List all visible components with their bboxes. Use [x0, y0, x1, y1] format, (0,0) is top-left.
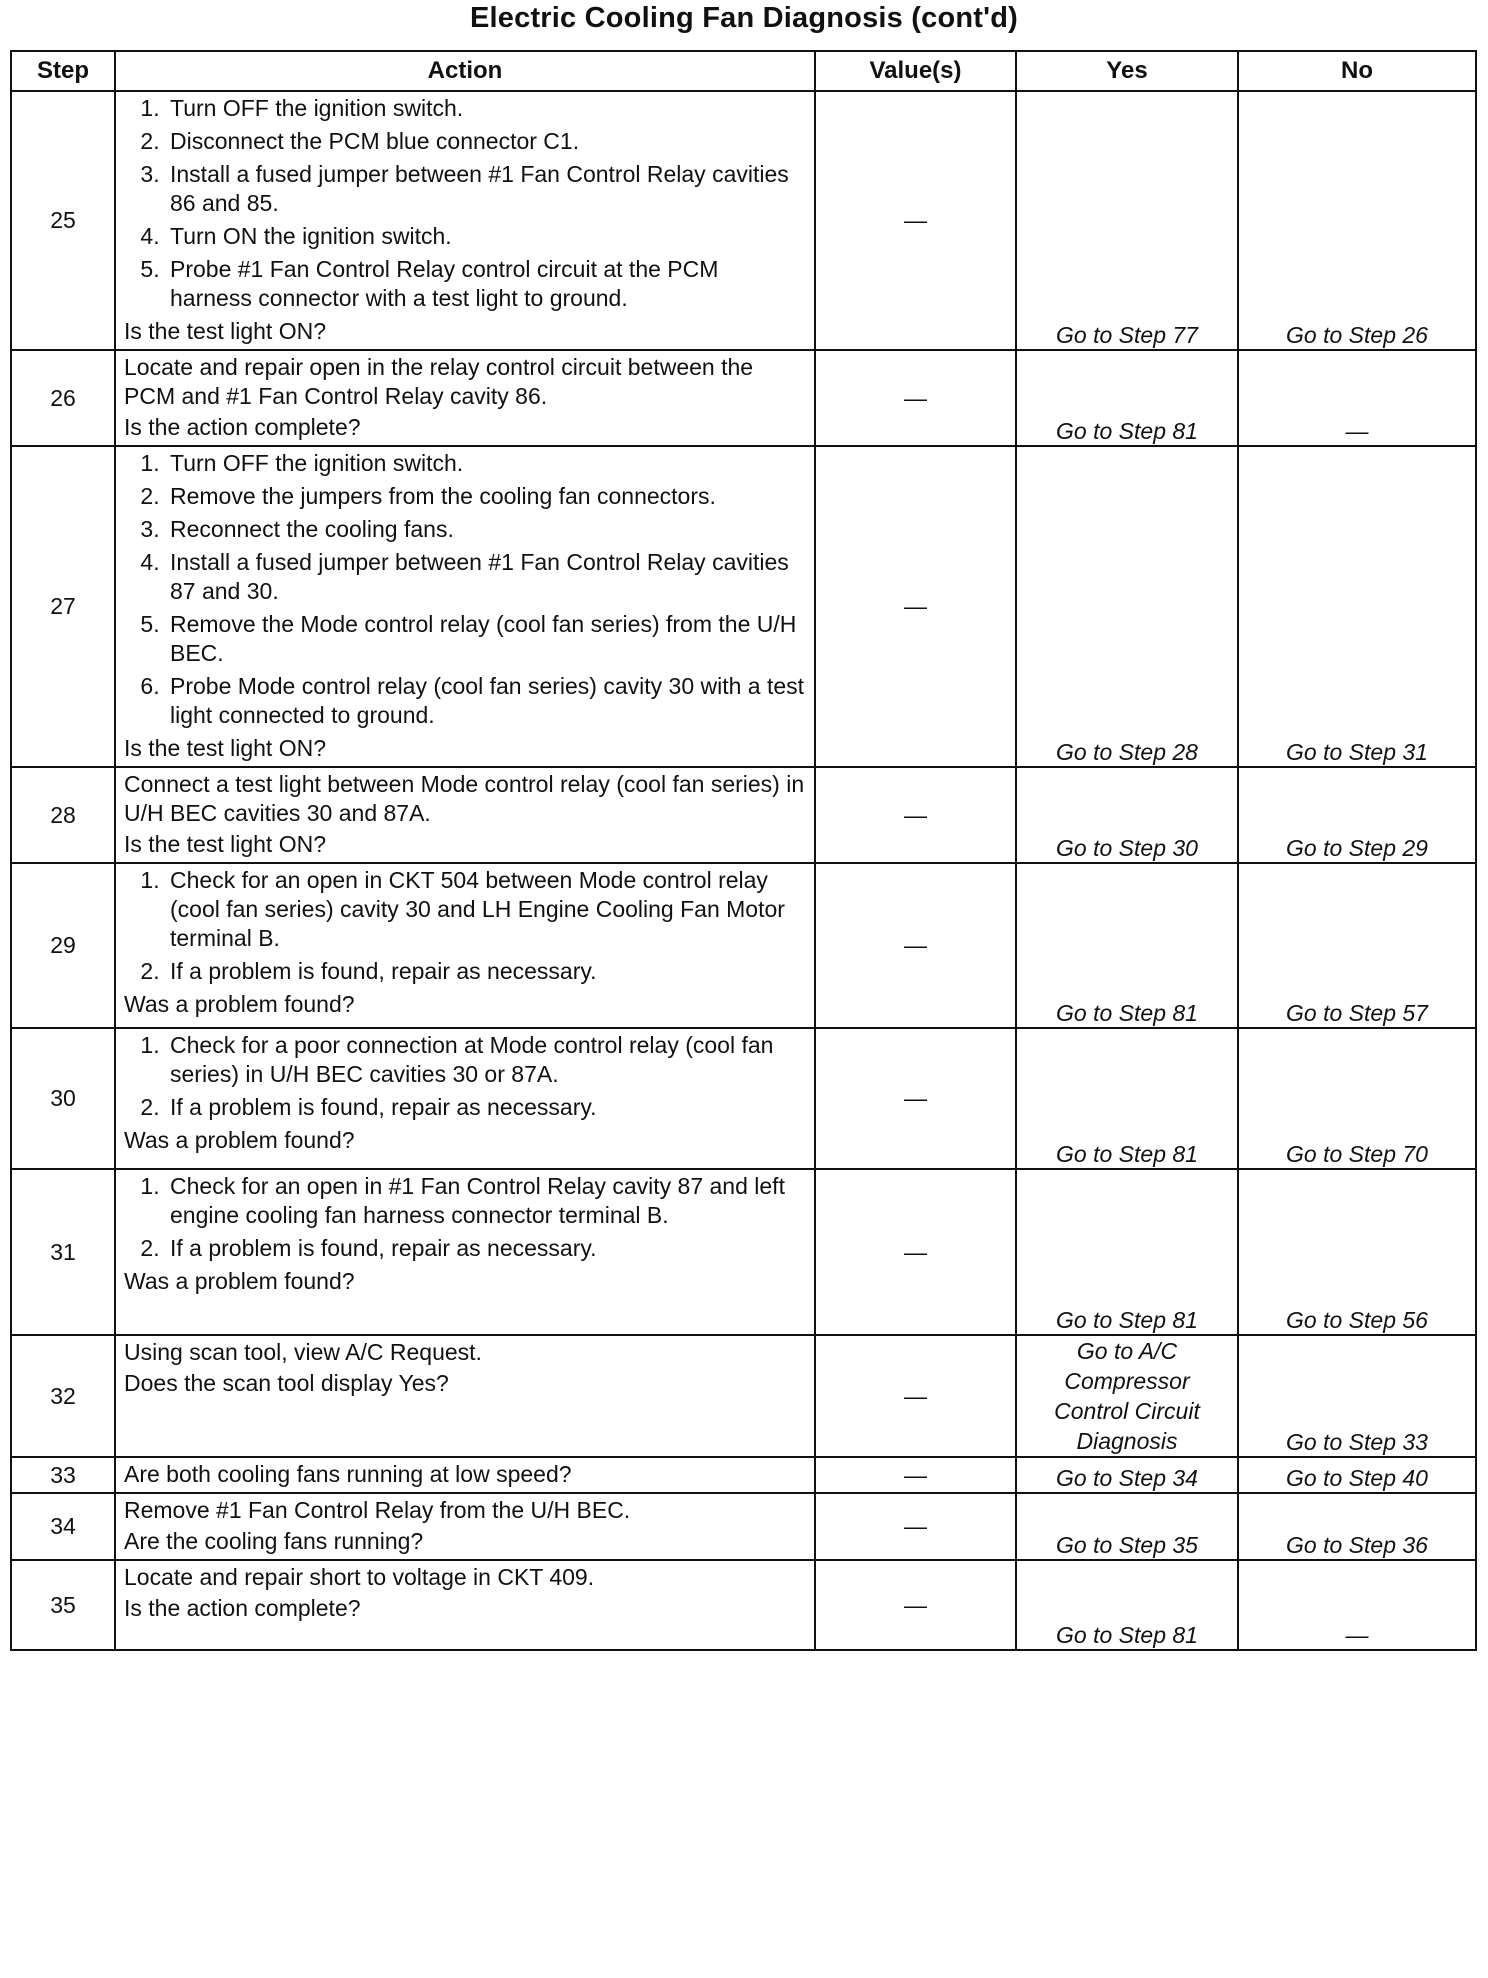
action-step: 4. Turn ON the ignition switch. — [166, 222, 806, 251]
action-text: Remove #1 Fan Control Relay from the U/H BEC. — [124, 1497, 631, 1523]
table-row — [11, 1335, 1476, 1457]
action-question: Does the scan tool display Yes? — [124, 1370, 449, 1396]
action-steps-list — [124, 449, 806, 730]
value-cell: — — [815, 91, 1016, 350]
no-result: — — [1238, 350, 1476, 446]
action-cell — [115, 446, 815, 767]
action-step: 4. Install a fused jumper between #1 Fan Control Relay cavities 87 and 30. — [166, 548, 806, 606]
table-row — [11, 1169, 1476, 1335]
no-result: Go to Step 31 — [1238, 446, 1476, 767]
action-step: 2. If a problem is found, repair as necessary. — [166, 1234, 806, 1263]
table-body — [11, 91, 1476, 1650]
table-row — [11, 1493, 1476, 1560]
value-cell: — — [815, 446, 1016, 767]
header-no: No — [1238, 51, 1476, 91]
table-row — [11, 1457, 1476, 1493]
action-step: 6. Probe Mode control relay (cool fan series) cavity 30 with a test light connected to ground. — [166, 672, 806, 730]
yes-result: Go to Step 28 — [1016, 446, 1238, 767]
table-row — [11, 767, 1476, 863]
action-cell — [115, 1493, 815, 1560]
action-question: Was a problem found? — [124, 1268, 355, 1294]
no-result: Go to Step 40 — [1238, 1457, 1476, 1493]
action-cell — [115, 1028, 815, 1169]
value-cell: — — [815, 863, 1016, 1028]
table-row — [11, 350, 1476, 446]
no-result: Go to Step 56 — [1238, 1169, 1476, 1335]
step-number: 27 — [11, 446, 115, 767]
page-title: Electric Cooling Fan Diagnosis (cont'd) — [469, 2, 1018, 34]
no-result: Go to Step 57 — [1238, 863, 1476, 1028]
action-question: Is the test light ON? — [124, 735, 326, 761]
step-number: 28 — [11, 767, 115, 863]
action-cell — [115, 1560, 815, 1650]
action-step: 3. Reconnect the cooling fans. — [166, 515, 806, 544]
action-text: Locate and repair open in the relay control circuit between the PCM and #1 Fan Control Relay cavity 86. — [124, 354, 754, 409]
step-number: 33 — [11, 1457, 115, 1493]
action-text: Using scan tool, view A/C Request. — [124, 1339, 482, 1365]
action-steps-list — [124, 1172, 806, 1263]
action-step: 1. Check for a poor connection at Mode control relay (cool fan series) in U/H BEC cavities 30 or 87A. — [166, 1031, 806, 1089]
yes-result: Go to Step 81 — [1016, 350, 1238, 446]
action-steps-list — [124, 94, 806, 313]
action-cell — [115, 350, 815, 446]
action-question: Is the test light ON? — [124, 831, 326, 857]
action-text: Connect a test light between Mode control relay (cool fan series) in U/H BEC cavities 30 and 87A. — [124, 771, 805, 826]
action-cell — [115, 1335, 815, 1457]
action-question: Was a problem found? — [124, 1127, 355, 1153]
action-step: 2. Remove the jumpers from the cooling fan connectors. — [166, 482, 806, 511]
yes-result: Go to Step 30 — [1016, 767, 1238, 863]
table-row — [11, 863, 1476, 1028]
action-cell — [115, 1169, 815, 1335]
step-number: 30 — [11, 1028, 115, 1169]
no-result: Go to Step 29 — [1238, 767, 1476, 863]
action-steps-list — [124, 1031, 806, 1122]
value-cell: — — [815, 1169, 1016, 1335]
no-result: — — [1238, 1560, 1476, 1650]
action-step: 3. Install a fused jumper between #1 Fan Control Relay cavities 86 and 85. — [166, 160, 806, 218]
action-step: 5. Remove the Mode control relay (cool fan series) from the U/H BEC. — [166, 610, 806, 668]
diagnosis-table — [10, 50, 1477, 1651]
header-step: Step — [11, 51, 115, 91]
value-cell: — — [815, 1560, 1016, 1650]
action-step: 1. Turn OFF the ignition switch. — [166, 94, 806, 123]
action-cell — [115, 863, 815, 1028]
yes-result: Go to Step 81 — [1016, 1169, 1238, 1335]
step-number: 26 — [11, 350, 115, 446]
yes-result: Go to Step 81 — [1016, 1028, 1238, 1169]
header-action: Action — [115, 51, 815, 91]
action-step: 5. Probe #1 Fan Control Relay control circuit at the PCM harness connector with a test light to ground. — [166, 255, 806, 313]
table-row — [11, 91, 1476, 350]
action-step: 2. If a problem is found, repair as necessary. — [166, 1093, 806, 1122]
action-question: Are the cooling fans running? — [124, 1528, 424, 1554]
action-step: 2. Disconnect the PCM blue connector C1. — [166, 127, 806, 156]
action-step: 1. Turn OFF the ignition switch. — [166, 449, 806, 478]
step-number: 31 — [11, 1169, 115, 1335]
value-cell: — — [815, 350, 1016, 446]
action-step: 1. Check for an open in CKT 504 between Mode control relay (cool fan series) cavity 30 and LH Engine Cooling Fan Motor terminal B. — [166, 866, 806, 953]
table-row — [11, 446, 1476, 767]
value-cell: — — [815, 1493, 1016, 1560]
step-number: 29 — [11, 863, 115, 1028]
yes-result: Go to A/C Compressor Control Circuit Diagnosis — [1016, 1335, 1238, 1457]
action-step: 2. If a problem is found, repair as necessary. — [166, 957, 806, 986]
action-question: Is the action complete? — [124, 414, 361, 440]
step-number: 35 — [11, 1560, 115, 1650]
action-steps-list — [124, 866, 806, 986]
action-text: Locate and repair short to voltage in CKT 409. — [124, 1564, 595, 1590]
value-cell: — — [815, 767, 1016, 863]
no-result: Go to Step 36 — [1238, 1493, 1476, 1560]
yes-result: Go to Step 34 — [1016, 1457, 1238, 1493]
action-cell — [115, 1457, 815, 1493]
no-result: Go to Step 33 — [1238, 1335, 1476, 1457]
value-cell: — — [815, 1457, 1016, 1493]
header-values: Value(s) — [815, 51, 1016, 91]
no-result: Go to Step 70 — [1238, 1028, 1476, 1169]
step-number: 34 — [11, 1493, 115, 1560]
step-number: 25 — [11, 91, 115, 350]
header-row — [11, 51, 1476, 91]
header-yes: Yes — [1016, 51, 1238, 91]
no-result: Go to Step 26 — [1238, 91, 1476, 350]
value-cell: — — [815, 1028, 1016, 1169]
yes-result: Go to Step 81 — [1016, 1560, 1238, 1650]
action-question: Was a problem found? — [124, 991, 355, 1017]
table-row — [11, 1028, 1476, 1169]
action-question: Are both cooling fans running at low speed? — [124, 1461, 572, 1487]
action-step: 1. Check for an open in #1 Fan Control Relay cavity 87 and left engine cooling fan harness connector terminal B. — [166, 1172, 806, 1230]
action-question: Is the test light ON? — [124, 318, 326, 344]
yes-result: Go to Step 81 — [1016, 863, 1238, 1028]
action-question: Is the action complete? — [124, 1595, 361, 1621]
action-cell — [115, 91, 815, 350]
yes-result: Go to Step 77 — [1016, 91, 1238, 350]
step-number: 32 — [11, 1335, 115, 1457]
action-cell — [115, 767, 815, 863]
table-row — [11, 1560, 1476, 1650]
yes-result: Go to Step 35 — [1016, 1493, 1238, 1560]
value-cell: — — [815, 1335, 1016, 1457]
